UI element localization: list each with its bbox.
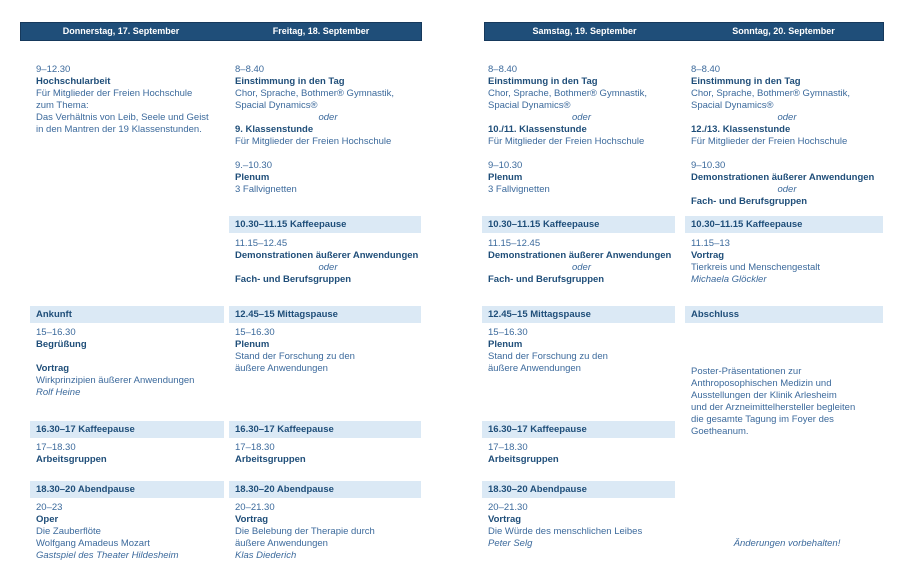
event-line: Demonstrationen äußerer Anwendungen	[691, 172, 875, 183]
event-line: Vortrag	[235, 514, 269, 525]
event-line: und der Arzneimittelhersteller begleiten	[691, 402, 856, 413]
event-line: oder	[318, 112, 338, 123]
pause-band: 16.30–17 Kaffeepause	[482, 421, 675, 438]
event-line: Spacial Dynamics®	[235, 100, 318, 111]
event-line: 20–21.30	[235, 502, 275, 513]
event-line: 3 Fallvignetten	[488, 184, 550, 195]
event-line: Rolf Heine	[36, 387, 81, 398]
column-freitag	[229, 0, 421, 579]
column-donnerstag	[30, 0, 224, 579]
event-line: Plenum	[488, 172, 523, 183]
event-block	[30, 442, 224, 466]
pause-band: 16.30–17 Kaffeepause	[30, 421, 224, 438]
event-line: Demonstrationen äußerer Anwendungen	[488, 250, 672, 261]
event-line: Chor, Sprache, Bothmer® Gymnastik,	[691, 88, 851, 99]
event-block	[482, 238, 675, 286]
event-block	[685, 160, 883, 208]
event-line: 8–8.40	[488, 64, 518, 75]
event-line: 8–8.40	[691, 64, 721, 75]
pause-band: 12.45–15 Mittagspause	[482, 306, 675, 323]
event-line: Plenum	[235, 339, 270, 350]
event-line: Plenum	[488, 339, 523, 350]
event-line: äußere Anwendungen	[235, 363, 328, 374]
event-line: Spacial Dynamics®	[488, 100, 571, 111]
pause-band: 10.30–11.15 Kaffeepause	[229, 216, 421, 233]
event-line: Für Mitglieder der Freien Hochschule	[36, 88, 193, 99]
pause-band: 16.30–17 Kaffeepause	[229, 421, 421, 438]
event-line: Anthroposophischen Medizin und	[691, 378, 832, 389]
event-block	[229, 64, 421, 148]
event-line: Für Mitglieder der Freien Hochschule	[235, 136, 392, 147]
event-line: 8–8.40	[235, 64, 265, 75]
event-line: Arbeitsgruppen	[488, 454, 559, 465]
event-line: die gesamte Tagung im Foyer des	[691, 414, 834, 425]
event-line: 12./13. Klassenstunde	[691, 124, 791, 135]
event-line: Begrüßung	[36, 339, 87, 350]
event-line: 11.15–13	[691, 238, 730, 249]
event-block	[229, 502, 421, 562]
pause-band: Abschluss	[685, 306, 883, 323]
event-line: Vortrag	[488, 514, 522, 525]
pause-band: 18.30–20 Abendpause	[229, 481, 421, 498]
event-line: äußere Anwendungen	[488, 363, 581, 374]
event-block	[482, 327, 675, 375]
event-line: oder	[571, 112, 591, 123]
pause-band: 18.30–20 Abendpause	[482, 481, 675, 498]
day-header-sonntag: Sonntag, 20. September	[732, 26, 835, 36]
event-line: Spacial Dynamics®	[691, 100, 774, 111]
event-block	[685, 538, 883, 550]
event-line: 10./11. Klassenstunde	[488, 124, 587, 135]
event-block	[30, 64, 224, 136]
event-line: zum Thema:	[36, 100, 89, 111]
event-line: Fach- und Berufsgruppen	[488, 274, 605, 285]
event-block	[229, 238, 421, 286]
event-line: Fach- und Berufsgruppen	[691, 196, 808, 207]
event-line: Demonstrationen äußerer Anwendungen	[235, 250, 419, 261]
event-line: Die Belebung der Therapie durch	[235, 526, 375, 537]
event-line: Arbeitsgruppen	[36, 454, 107, 465]
event-line: Vortrag	[691, 250, 725, 261]
event-block	[30, 363, 224, 399]
event-line: 15–16.30	[36, 327, 76, 338]
event-line: Für Mitglieder der Freien Hochschule	[488, 136, 645, 147]
event-block	[482, 64, 675, 148]
event-line: Stand der Forschung zu den	[488, 351, 608, 362]
event-line: Gastspiel des Theater Hildesheim	[36, 550, 179, 561]
event-line: Tierkreis und Menschengestalt	[691, 262, 821, 273]
event-line: 9–12.30	[36, 64, 71, 75]
event-line: Wirkprinzipien äußerer Anwendungen	[36, 375, 195, 386]
event-line: 17–18.30	[36, 442, 76, 453]
event-line: Einstimmung in den Tag	[488, 76, 598, 87]
day-header-samstag: Samstag, 19. September	[532, 26, 637, 36]
event-line: Chor, Sprache, Bothmer® Gymnastik,	[235, 88, 395, 99]
event-line: 9–10.30	[488, 160, 523, 171]
event-line: 20–21.30	[488, 502, 528, 513]
event-block	[30, 327, 224, 351]
event-line: 9.–10.30	[235, 160, 272, 171]
pause-band: 12.45–15 Mittagspause	[229, 306, 421, 323]
pause-band: 18.30–20 Abendpause	[30, 481, 224, 498]
event-line: oder	[777, 112, 797, 123]
event-line: Chor, Sprache, Bothmer® Gymnastik,	[488, 88, 648, 99]
event-line: 17–18.30	[235, 442, 275, 453]
event-line: Klas Diederich	[235, 550, 297, 561]
event-line: Ausstellungen der Klinik Arlesheim	[691, 390, 837, 401]
event-block	[229, 327, 421, 375]
event-line: 11.15–12.45	[488, 238, 541, 249]
event-line: oder	[571, 262, 591, 273]
event-line: 20–23	[36, 502, 63, 513]
column-sonntag	[685, 0, 883, 579]
event-block	[482, 160, 675, 196]
event-line: Änderungen vorbehalten!	[733, 538, 841, 549]
event-line: Hochschularbeit	[36, 76, 111, 87]
event-line: Das Verhältnis von Leib, Seele und Geist	[36, 112, 209, 123]
event-block	[685, 366, 883, 438]
event-line: in den Mantren der 19 Klassenstunden.	[36, 124, 202, 135]
pause-band: 10.30–11.15 Kaffeepause	[482, 216, 675, 233]
event-line: Goetheanum.	[691, 426, 749, 437]
event-line: äußere Anwendungen	[235, 538, 328, 549]
column-samstag	[482, 0, 675, 579]
pause-band: 10.30–11.15 Kaffeepause	[685, 216, 883, 233]
event-line: oder	[318, 262, 338, 273]
event-line: Poster-Präsentationen zur	[691, 366, 802, 377]
event-line: Für Mitglieder der Freien Hochschule	[691, 136, 848, 147]
event-line: Wolfgang Amadeus Mozart	[36, 538, 150, 549]
event-line: 15–16.30	[235, 327, 275, 338]
pause-band: Ankunft	[30, 306, 224, 323]
event-line: Plenum	[235, 172, 270, 183]
event-line: 9–10.30	[691, 160, 726, 171]
event-block	[685, 64, 883, 148]
event-line: Einstimmung in den Tag	[691, 76, 801, 87]
event-line: Die Zauberflöte	[36, 526, 101, 537]
event-line: Die Würde des menschlichen Leibes	[488, 526, 643, 537]
day-header-freitag: Freitag, 18. September	[272, 26, 370, 36]
event-line: Arbeitsgruppen	[235, 454, 306, 465]
event-line: Peter Selg	[488, 538, 533, 549]
event-block	[482, 502, 675, 550]
event-line: 17–18.30	[488, 442, 528, 453]
event-block	[685, 238, 883, 286]
event-block	[229, 160, 421, 196]
event-line: 15–16.30	[488, 327, 528, 338]
event-line: Vortrag	[36, 363, 70, 374]
event-block	[30, 502, 224, 562]
event-line: 11.15–12.45	[235, 238, 288, 249]
event-line: Oper	[36, 514, 59, 525]
event-line: Fach- und Berufsgruppen	[235, 274, 352, 285]
day-header-donnerstag: Donnerstag, 17. September	[62, 26, 180, 36]
event-line: 3 Fallvignetten	[235, 184, 297, 195]
event-block	[229, 442, 421, 466]
event-line: Michaela Glöckler	[691, 274, 767, 285]
event-line: oder	[777, 184, 797, 195]
event-line: Stand der Forschung zu den	[235, 351, 355, 362]
event-block	[482, 442, 675, 466]
event-line: Einstimmung in den Tag	[235, 76, 345, 87]
event-line: 9. Klassenstunde	[235, 124, 314, 135]
